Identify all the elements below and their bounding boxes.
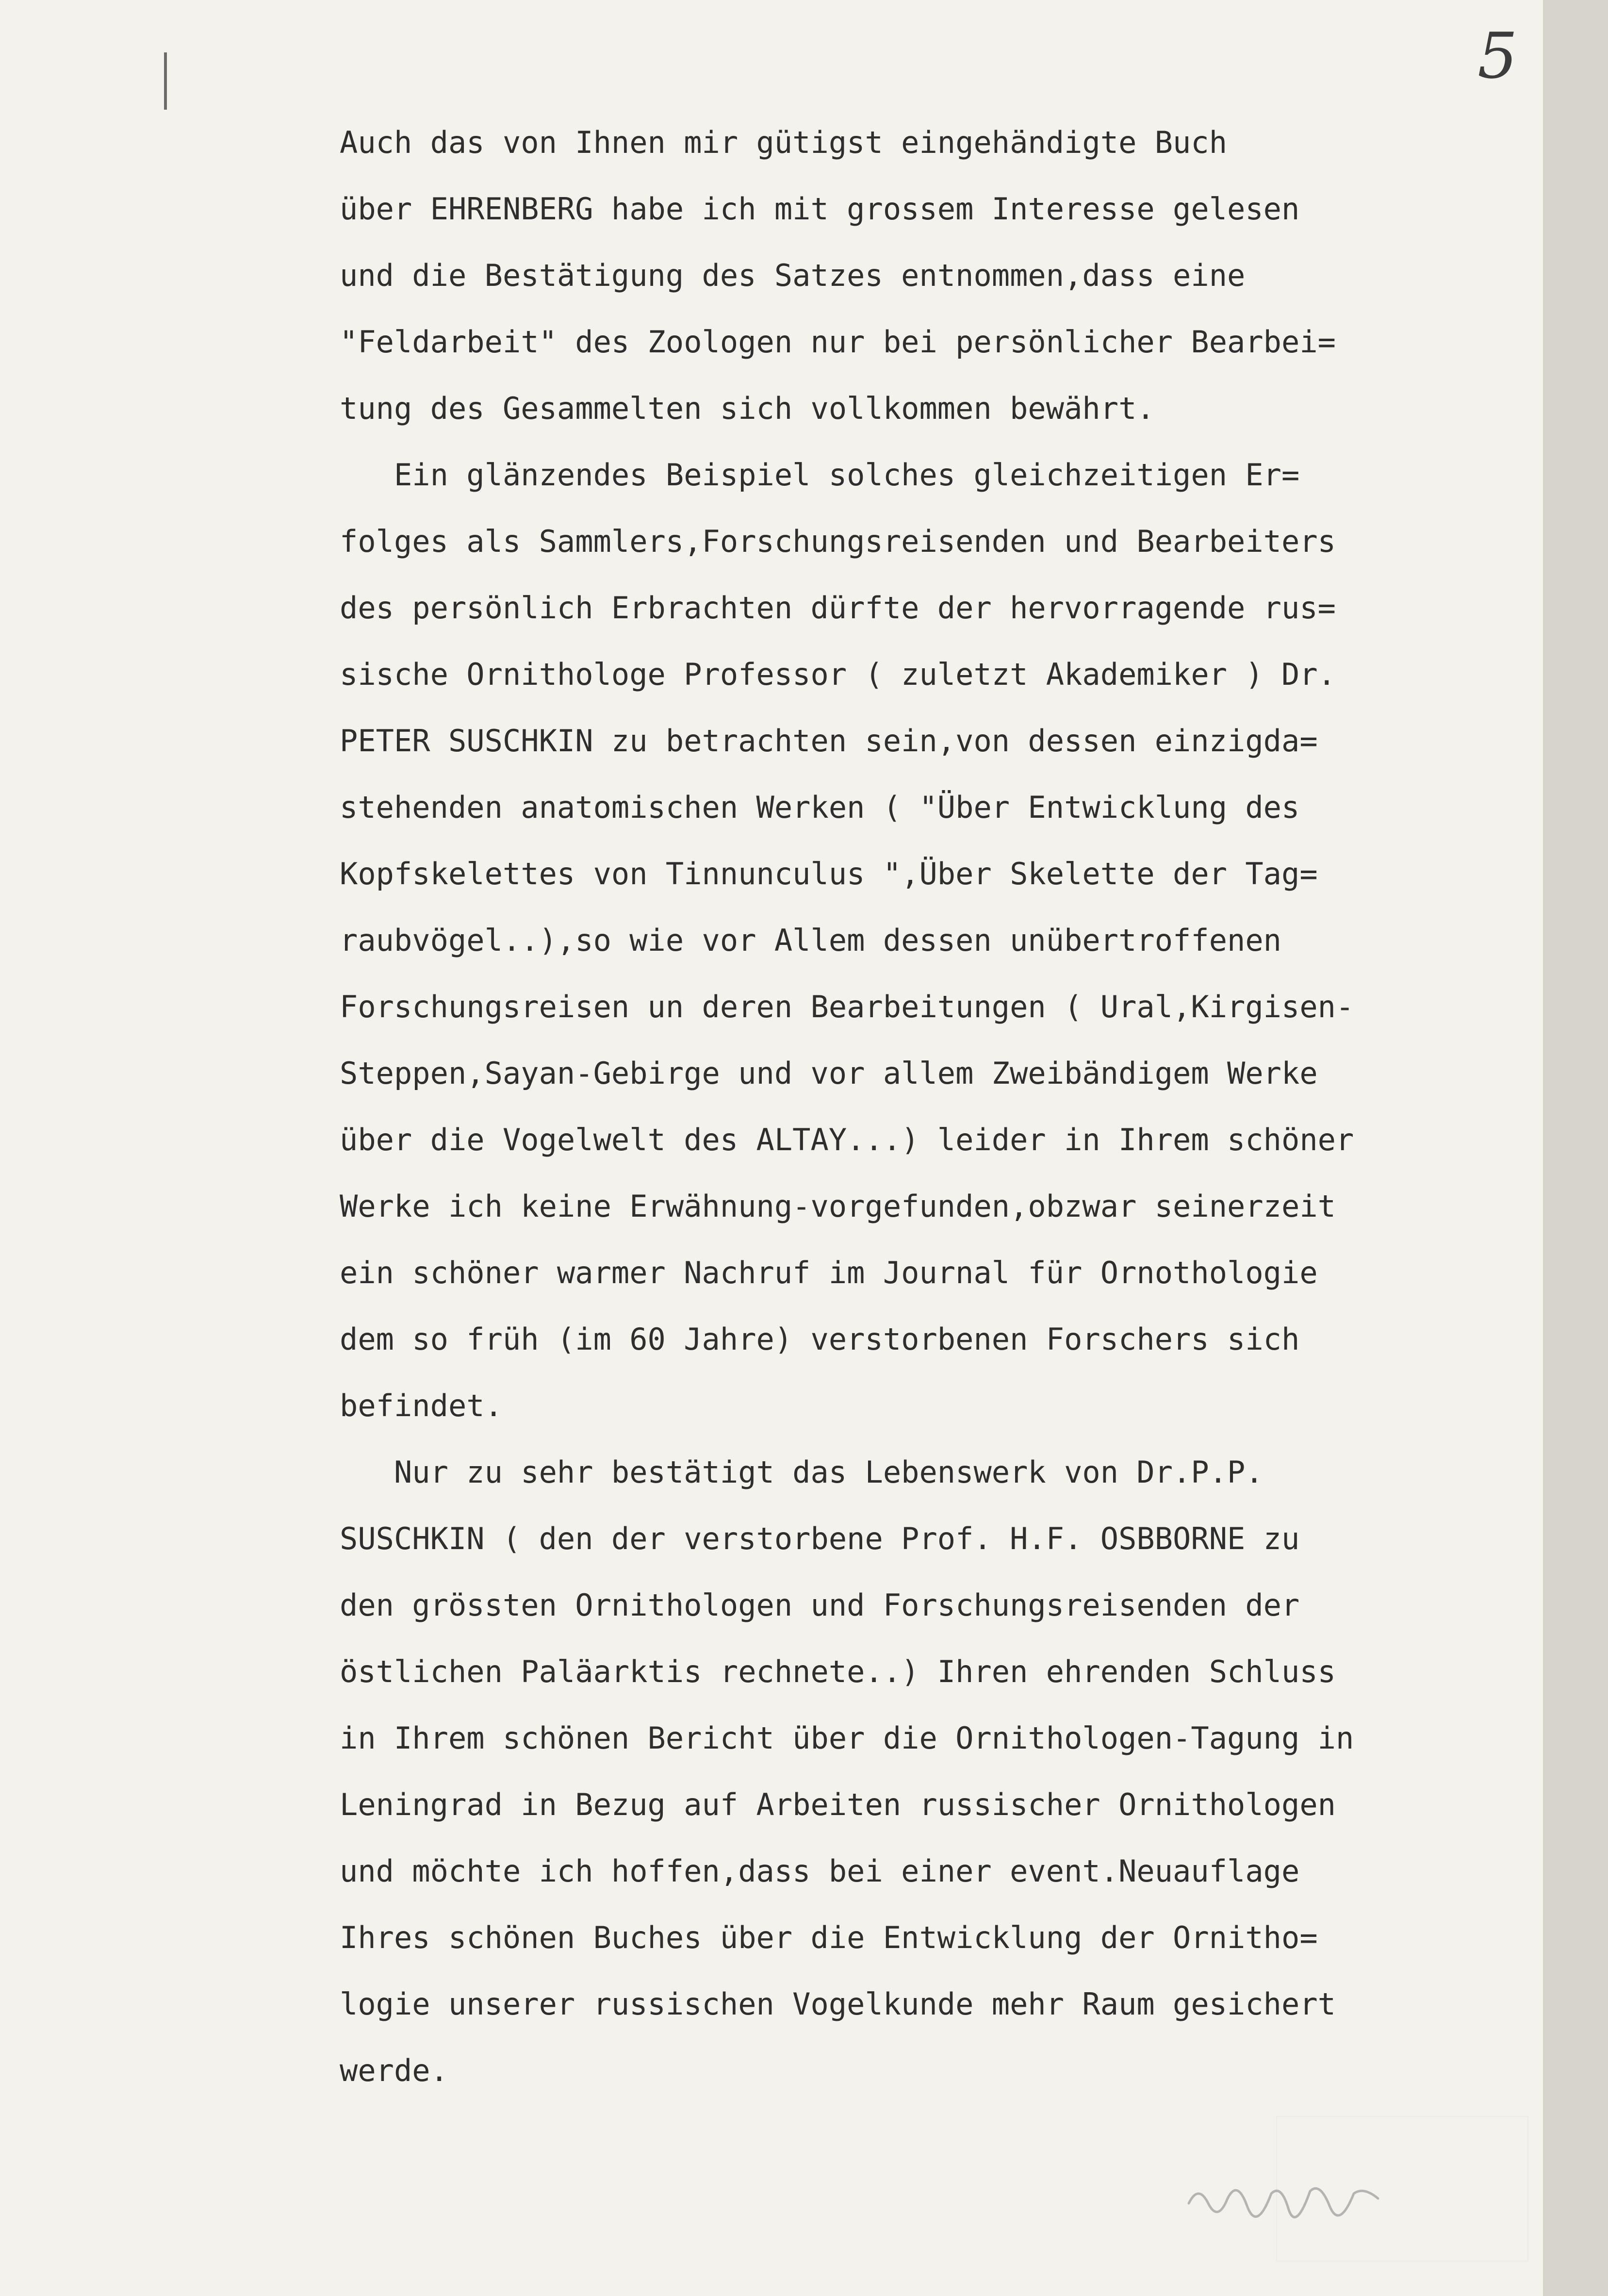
text-line: Forschungsreisen un deren Bearbeitungen ( Ural,Kirgisen- (340, 989, 1354, 1024)
text-line: logie unserer russischen Vogelkunde mehr Raum gesichert (340, 1986, 1336, 2022)
text-line: SUSCHKIN ( den der verstorbene Prof. H.F. OSBBORNE zu (340, 1521, 1300, 1556)
text-line: Nur zu sehr bestätigt das Lebenswerk von Dr.P.P. (340, 1454, 1263, 1490)
text-line: über EHRENBERG habe ich mit grossem Interesse gelesen (340, 191, 1300, 227)
page-number: 5 (1477, 19, 1518, 93)
text-line: tung des Gesammelten sich vollkommen bewährt. (340, 391, 1155, 426)
text-line: PETER SUSCHKIN zu betrachten sein,von dessen einzigda= (340, 723, 1318, 759)
text-line: ein schöner warmer Nachruf im Journal für Ornothologie (340, 1255, 1318, 1290)
text-line: befindet. (340, 1388, 503, 1423)
text-line: Ihres schönen Buches über die Entwicklung der Ornitho= (340, 1920, 1318, 1955)
text-line: "Feldarbeit" des Zoologen nur bei persönlicher Bearbei= (340, 324, 1336, 360)
text-line: in Ihrem schönen Bericht über die Ornithologen-Tagung in (340, 1720, 1354, 1756)
letter-body (340, 109, 1514, 2104)
text-line: des persönlich Erbrachten dürfte der hervorragende rus= (340, 590, 1336, 626)
page-edge-background (1543, 0, 1608, 2296)
handwritten-annotation (1184, 2164, 1388, 2223)
margin-mark (164, 52, 167, 110)
text-line: den grössten Ornithologen und Forschungsreisenden der (340, 1587, 1300, 1623)
text-line: und möchte ich hoffen,dass bei einer event.Neuauflage (340, 1853, 1300, 1889)
text-line: Auch das von Ihnen mir gütigst eingehändigte Buch (340, 125, 1228, 160)
text-line: werde. (340, 2053, 448, 2088)
text-line: östlichen Paläarktis rechnete..) Ihren ehrenden Schluss (340, 1654, 1336, 1689)
text-line: und die Bestätigung des Satzes entnommen,dass eine (340, 258, 1246, 293)
text-line: sische Ornithologe Professor ( zuletzt Akademiker ) Dr. (340, 657, 1336, 692)
text-line: Werke ich keine Erwähnung-vorgefunden,obzwar seinerzeit (340, 1189, 1336, 1224)
text-line: Kopfskelettes von Tinnunculus ",Über Skelette der Tag= (340, 856, 1318, 892)
text-line: über die Vogelwelt des ALTAY...) leider in Ihrem schöner (340, 1122, 1354, 1157)
text-line: dem so früh (im 60 Jahre) verstorbenen Forschers sich (340, 1321, 1300, 1357)
text-line: Ein glänzendes Beispiel solches gleichzeitigen Er= (340, 457, 1300, 493)
text-line: folges als Sammlers,Forschungsreisenden und Bearbeiters (340, 524, 1336, 559)
text-line: Leningrad in Bezug auf Arbeiten russischer Ornithologen (340, 1787, 1336, 1822)
text-line: Steppen,Sayan-Gebirge und vor allem Zweibändigem Werke (340, 1056, 1318, 1091)
text-line: raubvögel..),so wie vor Allem dessen unübertroffenen (340, 923, 1282, 958)
text-line: stehenden anatomischen Werken ( "Über Entwicklung des (340, 790, 1300, 825)
